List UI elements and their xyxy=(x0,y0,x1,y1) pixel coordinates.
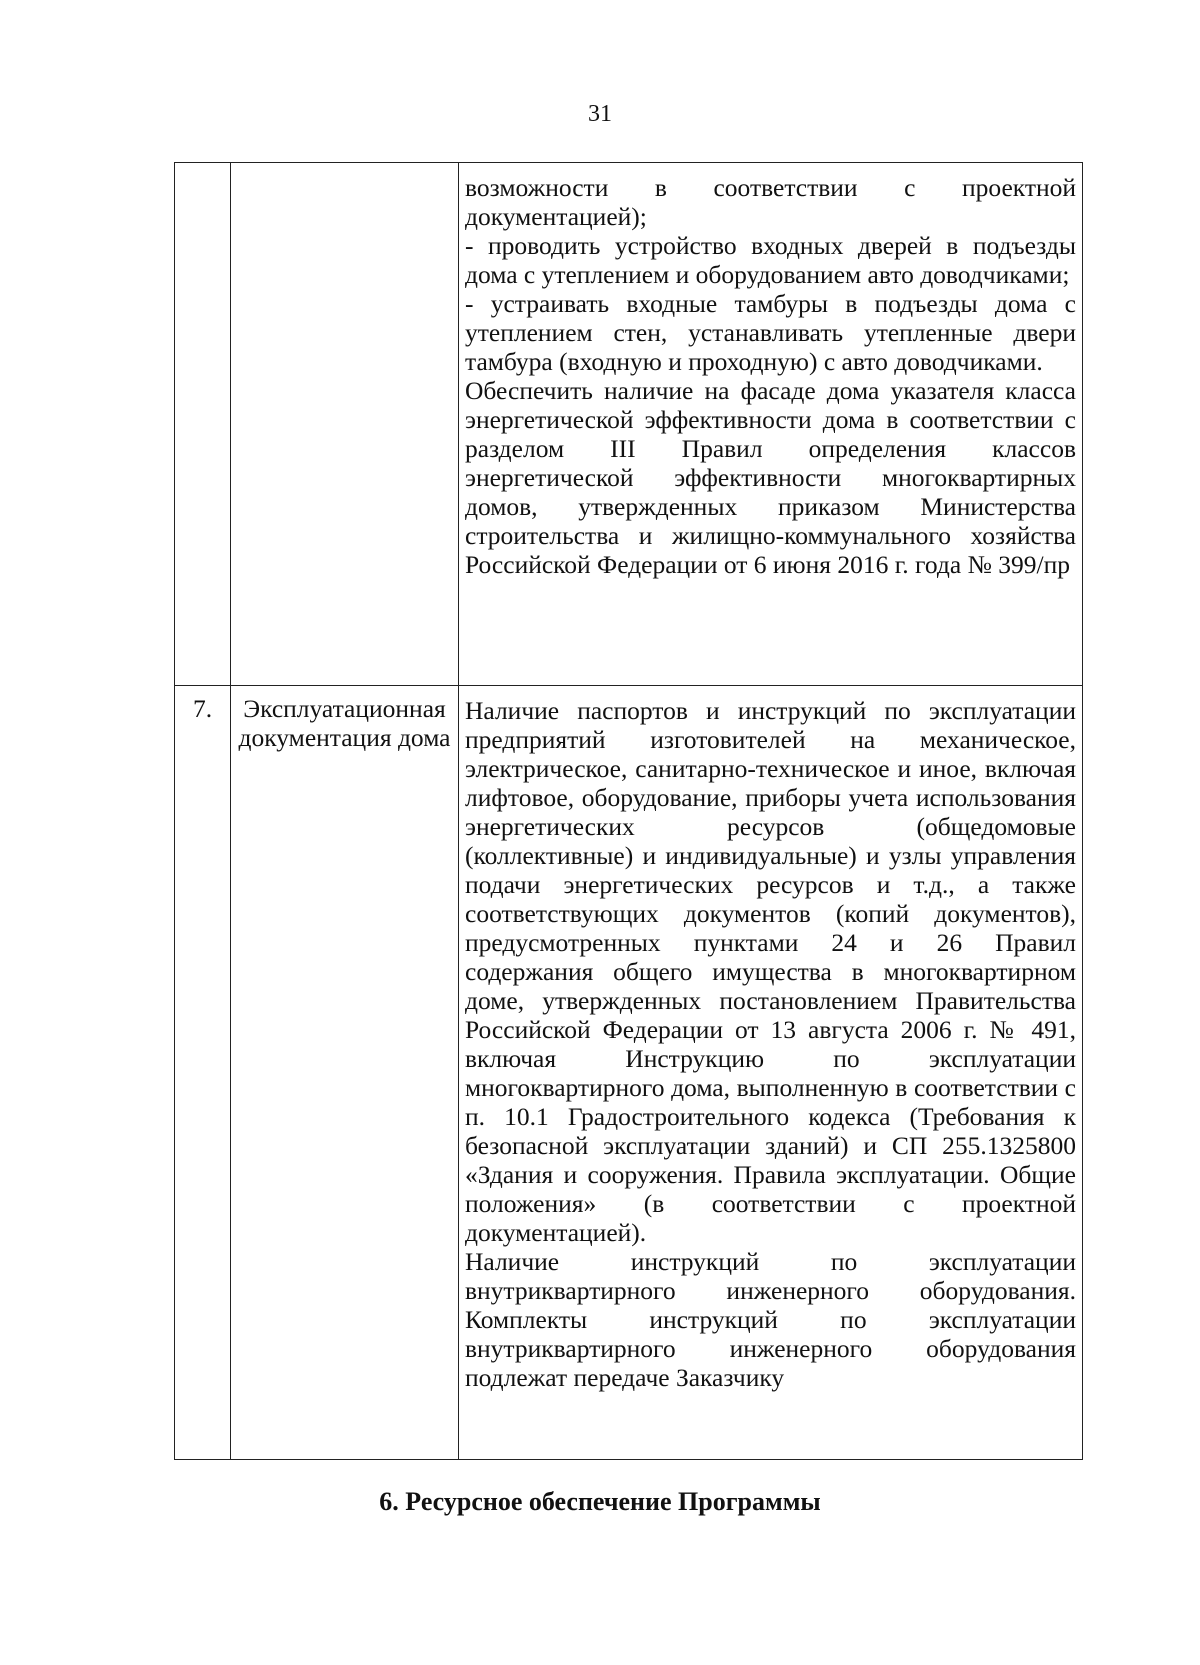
description-paragraph: Наличие паспортов и инструкций по эксплуатации предприятий изготовителей на механическое, электрическое, санитарно-техническое и иное, включая лифтовое, оборудование, приборы учета использования энергетических ресурсов (общедомовые (коллективные) и индивидуальные) и узлы управления подачи энергетических ресурсов и т.д., а также соответствующих документов (копий документов), предусмотренных пунктами 24 и 26 Правил содержания общего имущества в многоквартирном доме, утвержденных постановлением Правительства Российской Федерации от 13 августа 2006 г. № 491, включая Инструкцию по эксплуатации многоквартирного дома, выполненную в соответствии с п. 10.1 Градостроительного кодекса (Требования к безопасной эксплуатации зданий) и СП 255.1325800 «Здания и сооружения. Правила эксплуатации. Общие положения» (в соответствии с проектной документацией). xyxy=(465,696,1076,1247)
table-row xyxy=(175,686,1083,1460)
table-row xyxy=(175,163,1083,686)
description-paragraph: - устраивать входные тамбуры в подъезды дома с утеплением стен, устанавливать утепленные двери тамбура (входную и проходную) с авто доводчиками. xyxy=(465,289,1076,376)
page-number: 31 xyxy=(588,101,612,127)
row-number-cell: 7. xyxy=(175,686,231,1460)
section-heading: 6. Ресурсное обеспечение Программы xyxy=(379,1487,821,1516)
row-name-cell: Эксплуатационная документация дома xyxy=(231,686,459,1460)
row-name-cell xyxy=(231,163,459,686)
row-description-cell xyxy=(459,686,1083,1460)
description-paragraph: возможности в соответствии с проектной документацией); xyxy=(465,173,1076,231)
description-paragraph: Обеспечить наличие на фасаде дома указателя класса энергетической эффективности дома в соответствии с разделом III Правил определения классов энергетической эффективности многоквартирных домов, утвержденных приказом Министерства строительства и жилищно-коммунального хозяйства Российской Федерации от 6 июня 2016 г. года № 399/пр xyxy=(465,376,1076,579)
requirements-table xyxy=(174,162,1083,1460)
row-number-cell xyxy=(175,163,231,686)
description-paragraph: - проводить устройство входных дверей в подъезды дома с утеплением и оборудованием авто доводчиками; xyxy=(465,231,1076,289)
row-description-cell xyxy=(459,163,1083,686)
description-paragraph: Наличие инструкций по эксплуатации внутриквартирного инженерного оборудования. Комплекты инструкций по эксплуатации внутриквартирного инженерного оборудования подлежат передаче Заказчику xyxy=(465,1247,1076,1392)
